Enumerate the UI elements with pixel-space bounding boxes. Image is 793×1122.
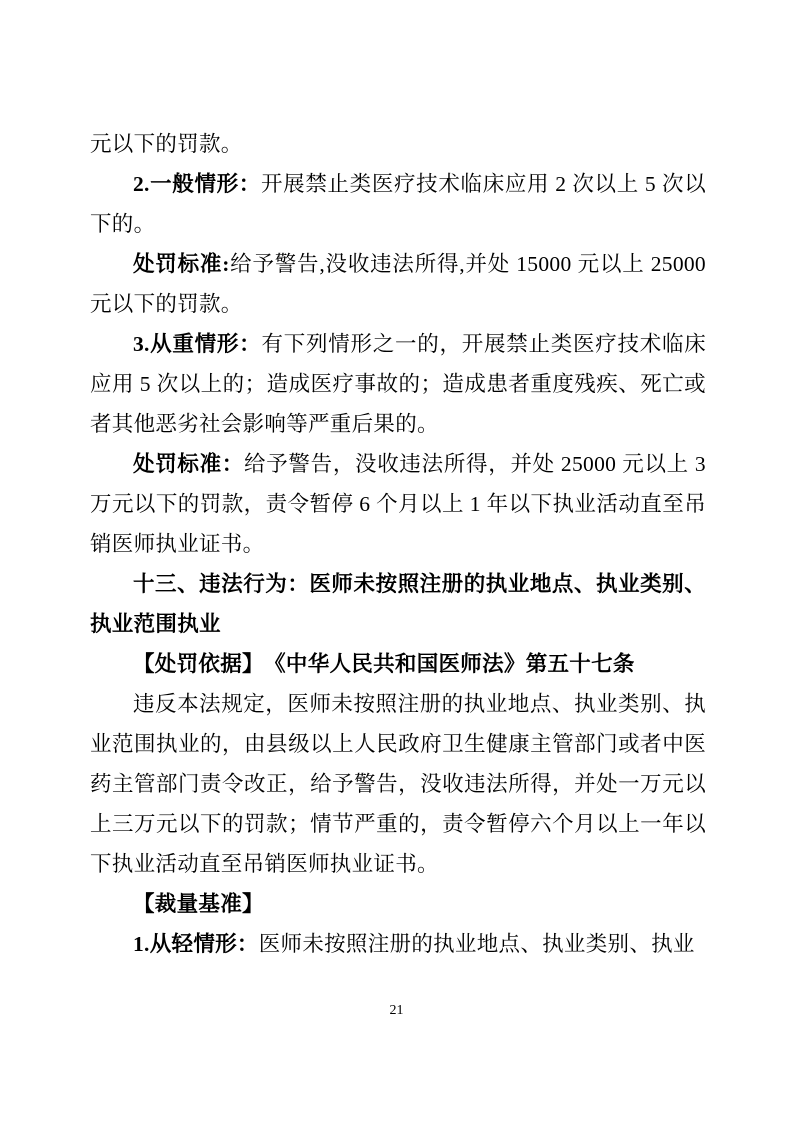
paragraph-text: 有下列情形之一的，开展禁止类医疗技术临床应用 5 次以上的；造成医疗事故的；造成患者重度残疾、死亡或者其他恶劣社会影响等严重后果的。 — [90, 332, 706, 436]
paragraph-text: 医师未按照注册的执业地点、执业类别、执业 — [258, 932, 695, 956]
paragraph-penalty-standard-1 — [90, 244, 706, 324]
paragraph-lead: 处罚标准： — [133, 452, 245, 476]
paragraph-lead: 【处罚依据】 《中华人民共和国医师法》第五十七条 — [133, 652, 635, 676]
paragraph-mitigated-case — [90, 924, 706, 964]
paragraph-lead: 【裁量基准】 — [133, 892, 264, 916]
paragraph-lead: 3.从重情形： — [133, 332, 262, 356]
paragraph-lead: 十三、违法行为：医师未按照注册的执业地点、执业类别、执业范围执业 — [90, 572, 706, 636]
paragraph-aggravated-case — [90, 324, 706, 444]
paragraph-text: 给予警告，没收违法所得，并处 25000 元以上 3 万元以下的罚款，责令暂停 6 个月以上 1 年以下执业活动直至吊销医师执业证书。 — [90, 452, 706, 556]
paragraph-general-case — [90, 164, 706, 244]
paragraph-penalty-standard-2 — [90, 444, 706, 564]
paragraph-law-text — [90, 684, 706, 884]
paragraph-violation-heading — [90, 564, 706, 644]
page-number: 21 — [389, 1003, 404, 1018]
paragraph-text: 元以下的罚款。 — [90, 132, 243, 156]
paragraph-text: 开展禁止类医疗技术临床应用 2 次以上 5 次以下的。 — [90, 172, 706, 236]
paragraph-lead: 1.从轻情形： — [133, 932, 259, 956]
paragraph-discretion-benchmark-heading — [90, 884, 706, 924]
paragraph-text: 给予警告,没收违法所得,并处 15000 元以上 25000 元以下的罚款。 — [90, 252, 706, 316]
paragraph-lead: 处罚标准: — [133, 252, 230, 276]
document-body — [90, 124, 706, 964]
paragraph-penalty-basis-heading — [90, 644, 706, 684]
paragraph-continuation — [90, 124, 706, 164]
paragraph-lead: 2.一般情形： — [133, 172, 261, 196]
paragraph-text: 违反本法规定，医师未按照注册的执业地点、执业类别、执业范围执业的，由县级以上人民政府卫生健康主管部门或者中医药主管部门责令改正，给予警告，没收违法所得，并处一万元以上三万元以下的罚款；情节严重的，责令暂停六个月以上一年以下执业活动直至吊销医师执业证书。 — [90, 692, 706, 876]
